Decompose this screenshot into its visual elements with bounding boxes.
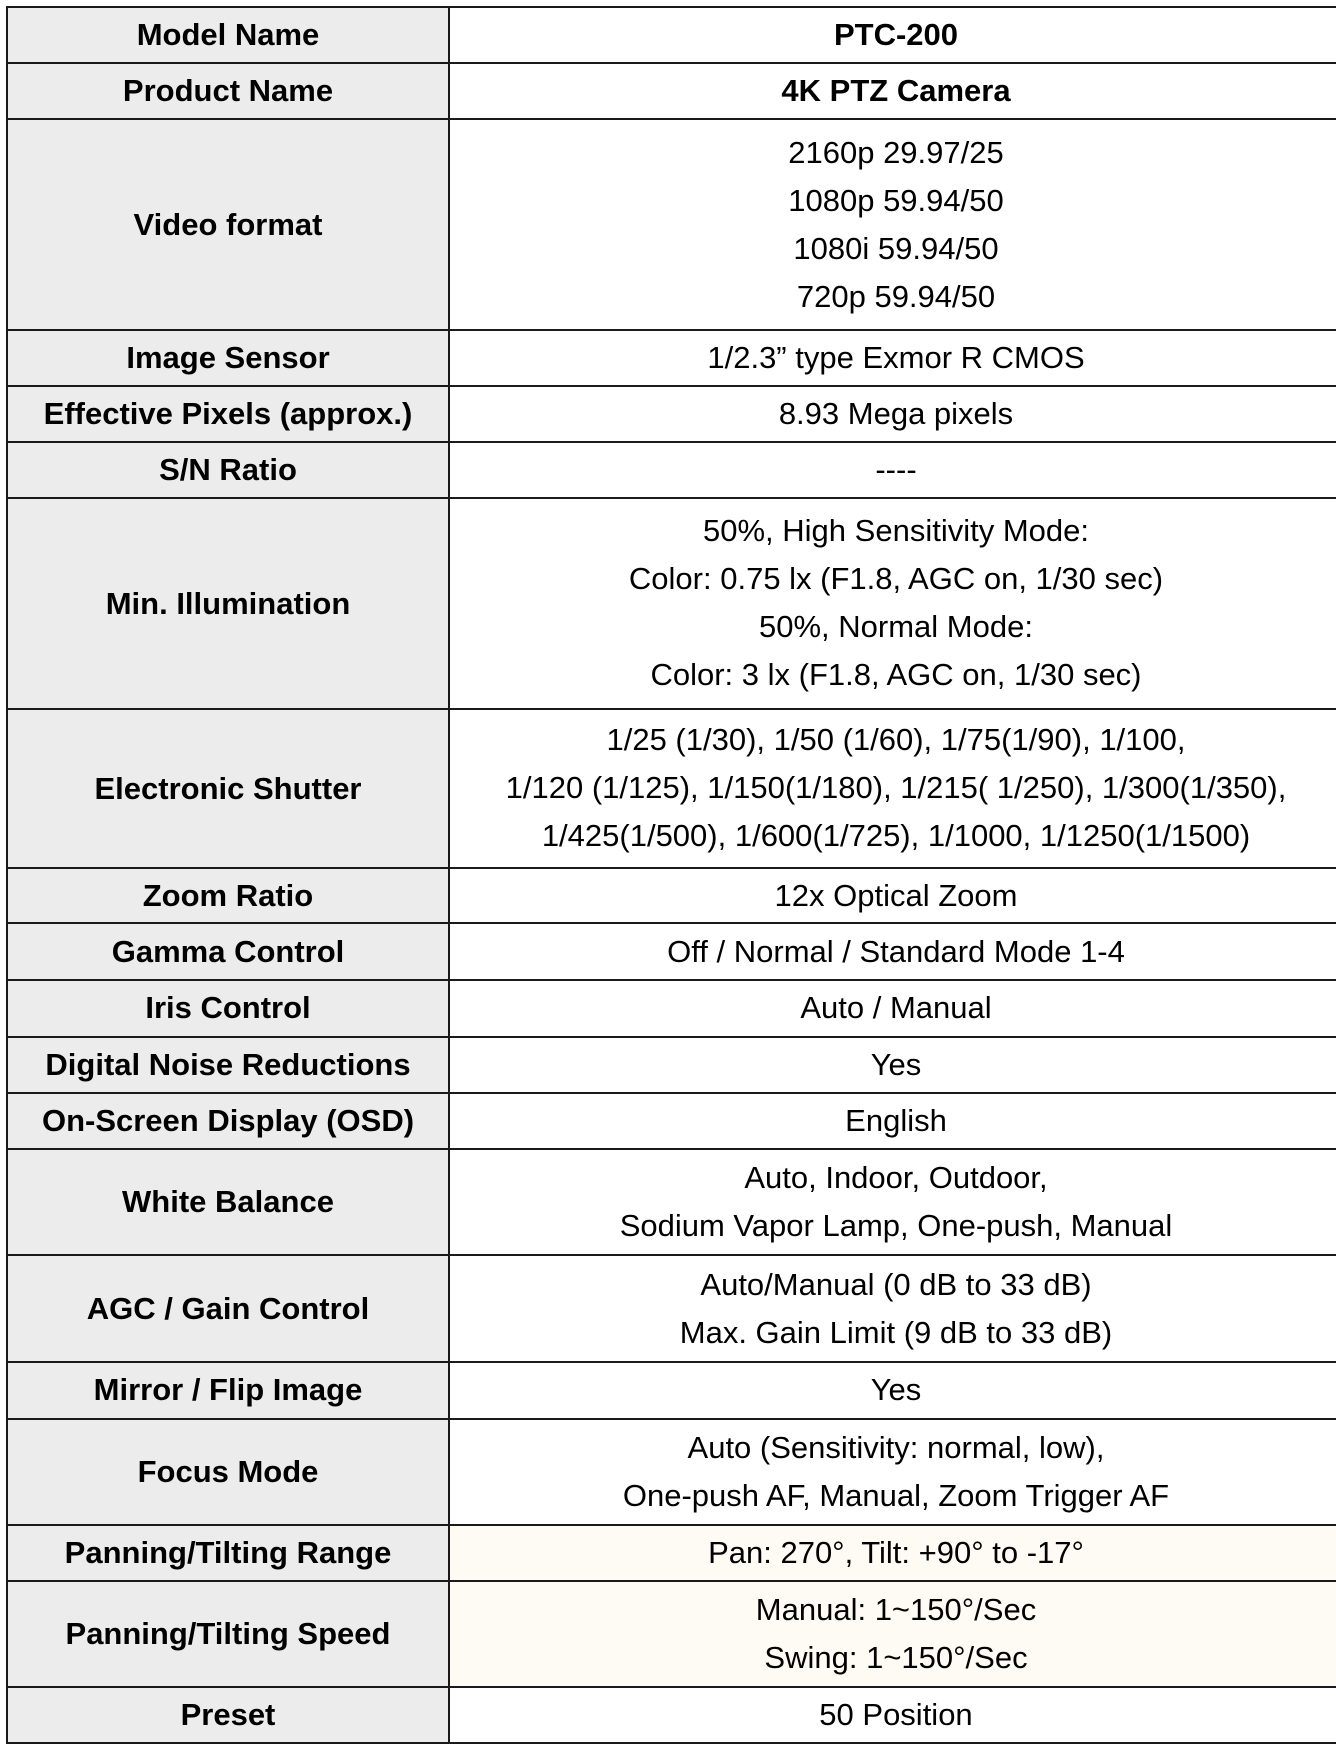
table-row <box>7 498 1336 709</box>
table-row <box>7 1525 1336 1581</box>
spec-value-line: Max. Gain Limit (9 dB to 33 dB) <box>679 1314 1113 1350</box>
spec-label-cell: Panning/Tilting Speed <box>7 1581 449 1688</box>
spec-value-line: 50%, High Sensitivity Mode: <box>703 513 1089 549</box>
spec-label-cell: Mirror / Flip Image <box>7 1362 449 1419</box>
spec-value-cell <box>449 63 1336 120</box>
spec-value-line: Color: 0.75 lx (F1.8, AGC on, 1/30 sec) <box>628 561 1164 597</box>
table-row <box>7 980 1336 1037</box>
spec-value-cell <box>449 1419 1336 1526</box>
spec-value-line: Auto/Manual (0 dB to 33 dB) <box>700 1266 1092 1302</box>
table-row <box>7 1687 1336 1743</box>
table-row <box>7 7 1336 63</box>
spec-label-cell: White Balance <box>7 1149 449 1256</box>
spec-value-line: Yes <box>870 1372 922 1408</box>
spec-label-cell: Image Sensor <box>7 330 449 386</box>
spec-value-cell <box>449 1687 1336 1743</box>
spec-value-line: Yes <box>870 1046 922 1082</box>
spec-value-cell <box>449 1581 1336 1688</box>
spec-label-cell: Zoom Ratio <box>7 868 449 924</box>
spec-value-line: 1080i 59.94/50 <box>793 230 999 266</box>
spec-value-cell <box>449 330 1336 386</box>
spec-value-cell <box>449 498 1336 709</box>
spec-label-cell: Gamma Control <box>7 923 449 980</box>
spec-value-line: 50 Position <box>819 1697 973 1733</box>
spec-label-cell: Model Name <box>7 7 449 63</box>
spec-value-line: ---- <box>875 452 917 488</box>
spec-value-cell <box>449 1362 1336 1419</box>
table-row <box>7 63 1336 120</box>
spec-value-cell <box>449 1255 1336 1362</box>
table-row <box>7 442 1336 498</box>
spec-value-cell <box>449 980 1336 1037</box>
spec-value-cell <box>449 1037 1336 1094</box>
spec-value-line: Off / Normal / Standard Mode 1-4 <box>667 933 1125 969</box>
spec-value-cell <box>449 923 1336 980</box>
spec-label-cell: Min. Illumination <box>7 498 449 709</box>
table-row <box>7 1362 1336 1419</box>
spec-value-line: English <box>845 1102 947 1138</box>
spec-value-cell <box>449 709 1336 868</box>
spec-label-cell: On-Screen Display (OSD) <box>7 1093 449 1149</box>
table-row <box>7 923 1336 980</box>
spec-value-line: Swing: 1~150°/Sec <box>764 1640 1028 1676</box>
spec-label-cell: Iris Control <box>7 980 449 1037</box>
spec-value-line: 2160p 29.97/25 <box>788 134 1004 170</box>
spec-value-line: 8.93 Mega pixels <box>778 396 1014 432</box>
spec-value-cell <box>449 1525 1336 1581</box>
spec-value-line: 1080p 59.94/50 <box>788 182 1004 218</box>
spec-label-cell: Video format <box>7 119 449 330</box>
spec-value-line: Auto / Manual <box>800 990 992 1026</box>
table-row <box>7 1581 1336 1688</box>
spec-value-cell <box>449 442 1336 498</box>
spec-value-line: 50%, Normal Mode: <box>759 609 1033 645</box>
spec-value-line: Manual: 1~150°/Sec <box>755 1592 1037 1628</box>
table-row <box>7 1419 1336 1526</box>
spec-label-cell: Panning/Tilting Range <box>7 1525 449 1581</box>
spec-value-line: One-push AF, Manual, Zoom Trigger AF <box>622 1477 1170 1513</box>
spec-label-cell: Preset <box>7 1687 449 1743</box>
spec-value-line: PTC-200 <box>833 16 959 52</box>
spec-value-line: Auto, Indoor, Outdoor, <box>744 1159 1048 1195</box>
spec-label-cell: S/N Ratio <box>7 442 449 498</box>
spec-label-cell: Electronic Shutter <box>7 709 449 868</box>
spec-value-line: Pan: 270°, Tilt: +90° to -17° <box>708 1534 1084 1570</box>
spec-table-body <box>7 7 1336 1743</box>
spec-value-cell <box>449 1093 1336 1149</box>
spec-value-line: 1/425(1/500), 1/600(1/725), 1/1000, 1/1250(1/1500) <box>541 818 1251 854</box>
spec-value-line: Color: 3 lx (F1.8, AGC on, 1/30 sec) <box>650 657 1142 693</box>
spec-value-cell <box>449 386 1336 443</box>
spec-value-line: Auto (Sensitivity: normal, low), <box>687 1429 1105 1465</box>
spec-value-cell <box>449 7 1336 63</box>
spec-value-line: 12x Optical Zoom <box>774 877 1018 913</box>
spec-label-cell: Focus Mode <box>7 1419 449 1526</box>
table-row <box>7 709 1336 868</box>
spec-value-line: 1/2.3” type Exmor R CMOS <box>707 339 1085 375</box>
table-row <box>7 1037 1336 1094</box>
spec-label-cell: AGC / Gain Control <box>7 1255 449 1362</box>
spec-label-cell: Product Name <box>7 63 449 120</box>
spec-label-cell: Digital Noise Reductions <box>7 1037 449 1094</box>
table-row <box>7 386 1336 443</box>
table-row <box>7 1093 1336 1149</box>
table-row <box>7 868 1336 924</box>
spec-value-line: Sodium Vapor Lamp, One-push, Manual <box>619 1207 1173 1243</box>
spec-value-cell <box>449 868 1336 924</box>
spec-value-cell <box>449 1149 1336 1256</box>
spec-value-line: 4K PTZ Camera <box>781 72 1011 108</box>
spec-label-cell: Effective Pixels (approx.) <box>7 386 449 443</box>
spec-table <box>6 6 1336 1744</box>
table-row <box>7 1149 1336 1256</box>
table-row <box>7 330 1336 386</box>
table-row <box>7 119 1336 330</box>
spec-value-line: 1/25 (1/30), 1/50 (1/60), 1/75(1/90), 1/100, <box>606 722 1186 758</box>
spec-value-cell <box>449 119 1336 330</box>
spec-value-line: 1/120 (1/125), 1/150(1/180), 1/215( 1/250), 1/300(1/350), <box>505 770 1287 806</box>
spec-value-line: 720p 59.94/50 <box>796 278 996 314</box>
table-row <box>7 1255 1336 1362</box>
